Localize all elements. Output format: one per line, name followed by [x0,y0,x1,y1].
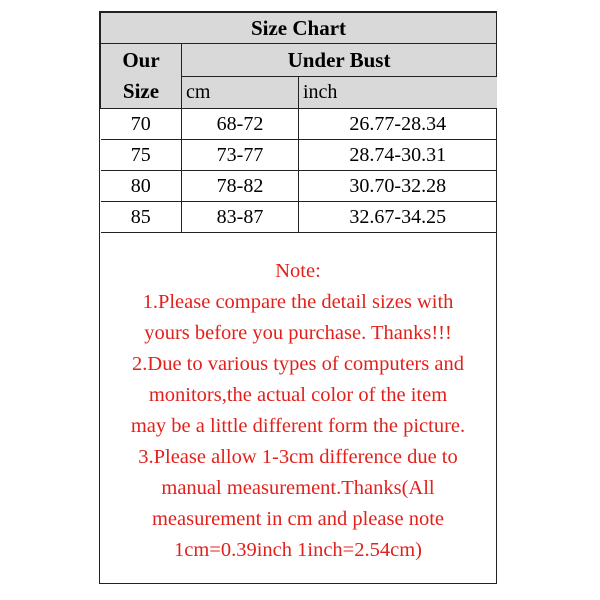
note-line: yours before you purchase. Thanks!!! [144,322,452,344]
under-bust-header: Under Bust [182,44,497,77]
inch-cell: 26.77-28.34 [299,109,497,140]
table-row [101,202,497,233]
cm-cell: 68-72 [182,109,299,140]
size-chart-frame [99,11,497,584]
our-size-header [101,44,182,109]
our-size-line1: Our [122,48,160,72]
size-cell: 75 [101,140,182,171]
note-line: 2.Due to various types of computers and [132,353,464,375]
note-line: monitors,the actual color of the item [148,384,448,406]
table-row [101,109,497,140]
inch-cell: 32.67-34.25 [299,202,497,233]
note-line: 1.Please compare the detail sizes with [142,291,454,313]
size-cell: 70 [101,109,182,140]
note-line: 3.Please allow 1-3cm difference due to [138,446,458,468]
size-chart-table [100,12,497,233]
our-size-line2: Size [122,79,160,103]
size-cell: 80 [101,171,182,202]
note-line: may be a little different form the picture. [130,415,466,437]
unit-cm-header: cm [182,77,299,109]
chart-title: Size Chart [101,13,497,44]
unit-inch-header: inch [299,77,497,109]
note-block [100,256,496,566]
cm-cell: 83-87 [182,202,299,233]
table-row [101,140,497,171]
table-row [101,171,497,202]
inch-cell: 30.70-32.28 [299,171,497,202]
cm-cell: 78-82 [182,171,299,202]
note-line: 1cm=0.39inch 1inch=2.54cm) [173,539,422,561]
note-heading: Note: [275,260,321,282]
note-line: manual measurement.Thanks(All [161,477,435,499]
cm-cell: 73-77 [182,140,299,171]
note-line: measurement in cm and please note [151,508,444,530]
size-cell: 85 [101,202,182,233]
inch-cell: 28.74-30.31 [299,140,497,171]
